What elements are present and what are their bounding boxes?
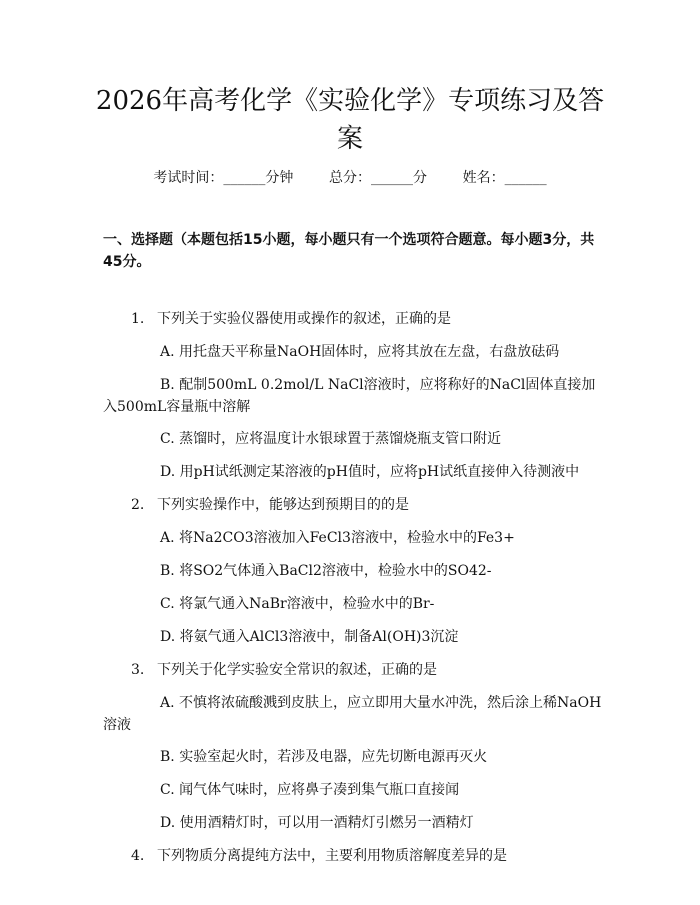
question-2	[103, 494, 603, 516]
option-1c: C. 蒸馏时，应将温度计水银球置于蒸馏烧瓶支管口附近	[160, 431, 502, 447]
option-3d: D. 使用酒精灯时，可以用一酒精灯引燃另一酒精灯	[160, 815, 474, 831]
question-4	[103, 845, 603, 867]
option-2b: B. 将SO2气体通入BaCl2溶液中，检验水中的SO42-	[160, 563, 492, 579]
student-name-label: 姓名：______	[462, 170, 547, 186]
question-number: 1.	[131, 311, 145, 327]
option-1a: A. 用托盘天平称量NaOH固体时，应将其放在左盘，右盘放砝码	[160, 344, 560, 360]
total-score-label: 总分：______分	[329, 170, 427, 186]
question-stem: 下列物质分离提纯方法中，主要利用物质溶解度差异的是	[157, 848, 507, 864]
exam-time-label: 考试时间：______分钟	[153, 170, 294, 186]
question-number: 2.	[131, 497, 145, 513]
option-3b: B. 实验室起火时，若涉及电器，应先切断电源再灭火	[160, 749, 488, 765]
question-stem: 下列实验操作中，能够达到预期目的的是	[157, 497, 409, 513]
question-3	[103, 659, 603, 681]
section-heading: 一、选择题（本题包括15小题，每小题只有一个选项符合题意。每小题3分，共45分。	[103, 232, 595, 270]
question-stem: 下列关于化学实验安全常识的叙述，正确的是	[157, 662, 437, 678]
option-2c: C. 将氯气通入NaBr溶液中，检验水中的Br-	[160, 596, 435, 612]
document-title: 2026年高考化学《实验化学》专项练习及答案	[95, 86, 605, 154]
question-stem: 下列关于实验仪器使用或操作的叙述，正确的是	[157, 311, 451, 327]
question-number: 4.	[131, 848, 145, 864]
option-2a: A. 将Na2CO3溶液加入FeCl3溶液中，检验水中的Fe3+	[160, 530, 515, 546]
option-1d: D. 用pH试纸测定某溶液的pH值时，应将pH试纸直接伸入待测液中	[160, 464, 580, 480]
question-number: 3.	[131, 662, 145, 678]
question-1	[103, 308, 603, 330]
exam-info-line	[0, 168, 700, 188]
option-3a: A. 不慎将浓硫酸溅到皮肤上，应立即用大量水冲洗，然后涂上稀NaOH溶液	[103, 695, 602, 733]
option-3c: C. 闻气体气味时，应将鼻子凑到集气瓶口直接闻	[160, 782, 460, 798]
option-1b: B. 配制500mL 0.2mol/L NaCl溶液时，应将称好的NaCl固体直接加入500mL容量瓶中溶解	[103, 377, 596, 415]
option-2d: D. 将氨气通入AlCl3溶液中，制备Al(OH)3沉淀	[160, 629, 459, 645]
